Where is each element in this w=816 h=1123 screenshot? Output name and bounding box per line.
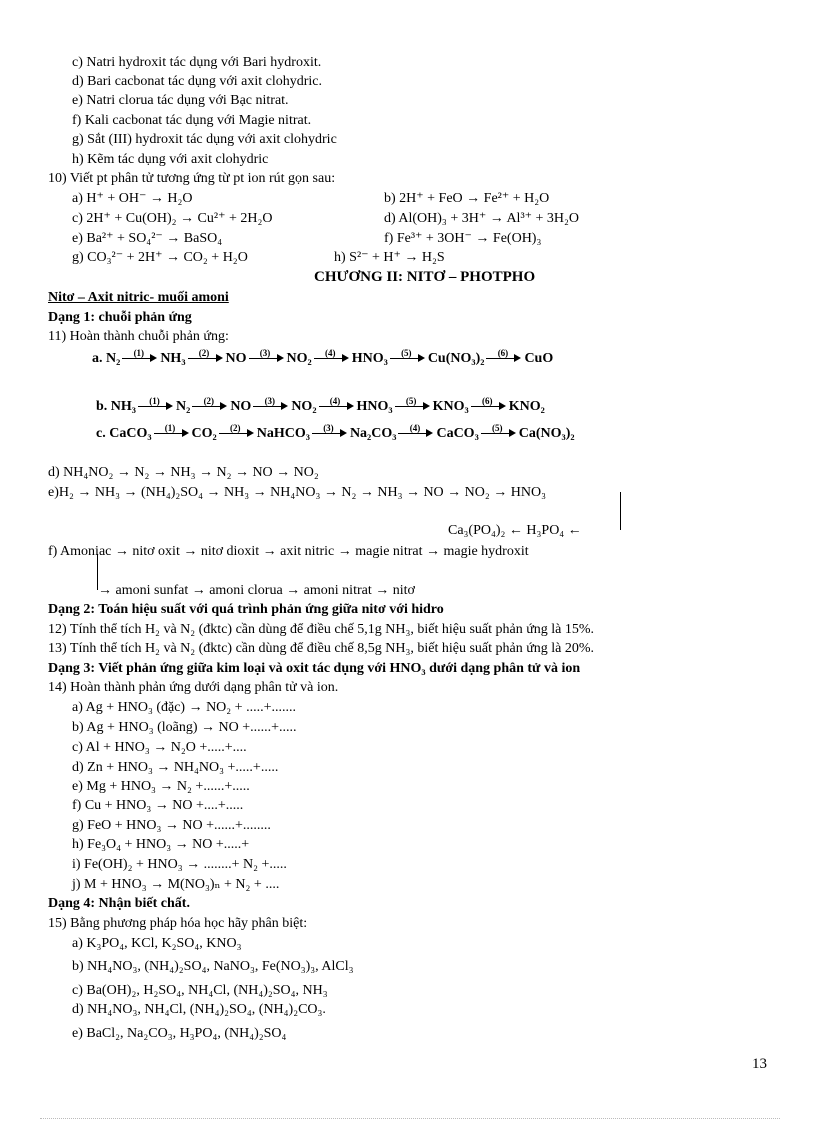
chain-species: Cu(NO₃)₂ (427, 351, 485, 366)
chain-species: Na₂CO₃ (349, 426, 397, 441)
chain-e: e)H₂ → NH₃ → (NH₄)₂SO₄ → NH₃ → NH₄NO₃ → N₂ → NH₃ → NO → NO₂ → HNO₃ (48, 485, 546, 500)
equation-h: h) S²⁻ + H⁺ → H₂S (334, 250, 445, 265)
chain-b (96, 398, 545, 416)
chain-species: NH₃ (160, 351, 186, 366)
reaction-arrow (192, 396, 228, 410)
step-number: (3) (264, 396, 276, 406)
chain-e-connector (620, 492, 621, 530)
item-d: d) Bari cacbonat tác dụng với axit clohydric. (72, 74, 322, 89)
reaction-arrow (188, 348, 224, 362)
chain-species: CuO (524, 351, 554, 366)
reaction-d: d) Zn + HNO₃ → NH₄NO₃ +.....+..... (72, 760, 279, 775)
chain-species: CaCO₃ (109, 426, 152, 441)
chain-species: KNO₂ (508, 399, 545, 414)
chain-species: CaCO₃ (436, 426, 479, 441)
equation-b: b) 2H⁺ + FeO → Fe²⁺ + H₂O (384, 191, 550, 206)
chain-species: NO₂ (291, 399, 317, 414)
chain-species: HNO₃ (351, 351, 388, 366)
chain-species: NO (230, 399, 252, 414)
reaction-arrow (219, 423, 255, 437)
chain-label: a. (92, 351, 106, 366)
page-number: 13 (752, 1056, 767, 1072)
chapter-title: CHƯƠNG II: NITƠ – PHOTPHO (314, 269, 536, 285)
chain-species: NO₂ (286, 351, 312, 366)
page-bottom-rule (40, 1118, 780, 1119)
equation-d: d) Al(OH)₃ + 3H⁺ → Al³⁺ + 3H₂O (384, 211, 580, 226)
step-number: (1) (149, 396, 160, 406)
identify-b: b) NH₄NO₃, (NH₄)₂SO₄, NaNO₃, Fe(NO₃)₃, AlCl₃ (72, 959, 354, 974)
reaction-h: h) Fe₃O₄ + HNO₃ → NO +.....+ (72, 837, 250, 852)
step-number: (3) (323, 423, 334, 433)
identify-a: a) K₃PO₄, KCl, K₂SO₄, KNO₃ (72, 936, 242, 951)
chain-label: c. (96, 426, 110, 441)
identify-e: e) BaCl₂, Na₂CO₃, H₃PO₄, (NH₄)₂SO₄ (72, 1026, 287, 1041)
chain-species: KNO₃ (432, 399, 469, 414)
item-g: g) Sắt (III) hydroxit tác dụng với axit clohydric (72, 132, 337, 147)
chain-species: CO₂ (191, 426, 217, 441)
reaction-b: b) Ag + HNO₃ (loãng) → NO +......+..... (72, 720, 297, 735)
chain-f: f) Amoniac → nitơ oxit → nitơ dioxit → axit nitric → magie nitrat → magie hydroxit (48, 544, 529, 559)
chain-species: NH₃ (110, 399, 136, 414)
reaction-arrow (398, 423, 434, 437)
question-13: 13) Tính thể tích H₂ và N₂ (đktc) cần dùng để điều chế 8,5g NH₃, biết hiệu suất phản ứng là 20%. (48, 641, 595, 656)
reaction-arrow (154, 423, 190, 437)
chain-species: Ca(NO₃)₂ (518, 426, 575, 441)
reaction-e: e) Mg + HNO₃ → N₂ +......+..... (72, 779, 250, 794)
reaction-j: j) M + HNO₃ → M(NO₃)ₙ + N₂ + .... (72, 877, 280, 892)
equation-g: g) CO₃²⁻ + 2H⁺ → CO₂ + H₂O (72, 250, 248, 265)
equation-a: a) H⁺ + OH⁻ → H₂O (72, 191, 193, 206)
reaction-arrow (481, 423, 517, 437)
reaction-f: f) Cu + HNO₃ → NO +....+..... (72, 798, 244, 813)
reaction-arrow (122, 348, 158, 362)
dang-1-heading: Dạng 1: chuỗi phản ứng (48, 310, 192, 325)
step-number: (6) (481, 396, 493, 406)
question-14: 14) Hoàn thành phản ứng dưới dạng phân tử và ion. (48, 680, 339, 695)
reaction-arrow (249, 348, 285, 362)
equation-e: e) Ba²⁺ + SO₄²⁻ → BaSO₄ (72, 231, 223, 246)
chain-species: N₂ (106, 351, 121, 366)
step-number: (3) (259, 348, 271, 358)
equation-c: c) 2H⁺ + Cu(OH)₂ → Cu²⁺ + 2H₂O (72, 211, 273, 226)
chain-species: NaHCO₃ (256, 426, 310, 441)
question-12: 12) Tính thể tích H₂ và N₂ (đktc) cần dùng để điều chế 5,1g NH₃, biết hiệu suất phản ứng là 15%. (48, 622, 595, 637)
identify-d: d) NH₄NO₃, NH₄Cl, (NH₄)₂SO₄, (NH₄)₂CO₃. (72, 1002, 326, 1017)
step-number: (1) (164, 423, 176, 433)
reaction-arrow (319, 396, 355, 410)
section-title: Nitơ – Axit nitric- muối amoni (48, 290, 229, 305)
item-h: h) Kẽm tác dụng với axit clohydric (72, 152, 269, 167)
chain-label: b. (96, 399, 111, 414)
reaction-arrow (486, 348, 522, 362)
equation-f: f) Fe³⁺ + 3OH⁻ → Fe(OH)₃ (384, 231, 542, 246)
step-number: (5) (492, 423, 503, 433)
chain-d: d) NH₄NO₂ → N₂ → NH₃ → N₂ → NO → NO₂ (48, 465, 319, 480)
chain-species: NO (225, 351, 247, 366)
chain-f-branch: → amoni sunfat → amoni clorua → amoni nitrat → nitơ (98, 583, 415, 598)
step-number: (5) (401, 348, 412, 358)
item-f: f) Kali cacbonat tác dụng với Magie nitrat. (72, 113, 312, 128)
dang-2-heading: Dạng 2: Toán hiệu suất với quá trình phản ứng giữa nitơ với hidro (48, 602, 444, 617)
reaction-arrow (395, 396, 431, 410)
step-number: (2) (198, 348, 210, 358)
dang-3-heading: Dạng 3: Viết phản ứng giữa kim loại và oxit tác dụng với HNO₃ dưới dạng phân tử và ion (48, 661, 581, 676)
reaction-arrow (314, 348, 350, 362)
step-number: (5) (405, 396, 417, 406)
step-number: (2) (229, 423, 241, 433)
step-number: (4) (409, 423, 421, 433)
reaction-arrow (138, 396, 174, 410)
identify-c: c) Ba(OH)₂, H₂SO₄, NH₄Cl, (NH₄)₂SO₄, NH₃ (72, 983, 328, 998)
step-number: (4) (324, 348, 336, 358)
question-15: 15) Bằng phương pháp hóa học hãy phân biệt: (48, 916, 308, 931)
reaction-arrow (390, 348, 426, 362)
chain-c (96, 425, 575, 443)
chain-species: HNO₃ (356, 399, 393, 414)
reaction-arrow (253, 396, 289, 410)
question-10: 10) Viết pt phân tử tương ứng từ pt ion rút gọn sau: (48, 171, 336, 186)
step-number: (4) (329, 396, 341, 406)
chain-a (92, 350, 553, 368)
chain-e-continuation: Ca₃(PO₄)₂ ← H₃PO₄ ← (448, 523, 582, 538)
reaction-arrow (312, 423, 348, 437)
item-c: c) Natri hydroxit tác dụng với Bari hydroxit. (72, 55, 322, 70)
item-e: e) Natri clorua tác dụng với Bạc nitrat. (72, 93, 289, 108)
reaction-a: a) Ag + HNO₃ (đặc) → NO₂ + .....+....... (72, 700, 296, 715)
reaction-i: i) Fe(OH)₂ + HNO₃ → ........+ N₂ +..... (72, 857, 287, 872)
question-11: 11) Hoàn thành chuỗi phản ứng: (48, 329, 229, 344)
step-number: (2) (203, 396, 215, 406)
reaction-arrow (471, 396, 507, 410)
dang-4-heading: Dạng 4: Nhận biết chất. (48, 896, 190, 911)
step-number: (6) (497, 348, 509, 358)
chain-species: N₂ (176, 399, 191, 414)
step-number: (1) (133, 348, 145, 358)
reaction-g: g) FeO + HNO₃ → NO +......+........ (72, 818, 271, 833)
reaction-c: c) Al + HNO₃ → N₂O +.....+.... (72, 740, 247, 755)
